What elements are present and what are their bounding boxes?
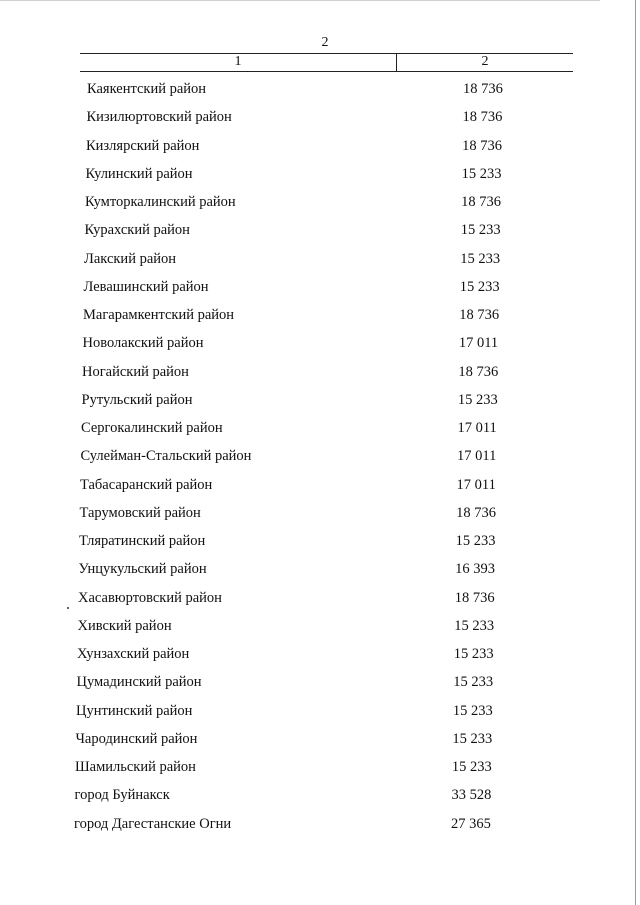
district-value: 17 011 bbox=[456, 476, 496, 493]
district-value: 15 233 bbox=[461, 165, 502, 182]
table-row bbox=[0, 644, 640, 664]
district-value: 18 736 bbox=[462, 137, 502, 154]
table-row bbox=[0, 249, 640, 269]
district-value: 15 233 bbox=[460, 222, 501, 239]
district-value: 15 233 bbox=[452, 702, 493, 719]
district-name: Унцукульский район bbox=[78, 561, 207, 578]
table-row bbox=[0, 333, 640, 353]
district-value: 15 233 bbox=[453, 646, 494, 662]
table-row bbox=[0, 192, 640, 212]
table-row bbox=[0, 362, 640, 382]
district-value: 15 233 bbox=[457, 391, 498, 408]
table-row bbox=[0, 390, 640, 410]
table-row bbox=[0, 136, 640, 156]
district-name: Табасаранский район bbox=[80, 476, 213, 493]
district-value: 15 233 bbox=[452, 730, 493, 747]
district-name: Магарамкентский район bbox=[83, 307, 235, 323]
table-row bbox=[0, 164, 640, 184]
district-value: 15 233 bbox=[454, 617, 495, 634]
district-value: 15 233 bbox=[455, 533, 496, 549]
district-value: 15 233 bbox=[460, 250, 501, 267]
district-name: Тляратинский район bbox=[79, 533, 206, 549]
district-name: Шамильский район bbox=[75, 759, 196, 775]
district-value: 17 011 bbox=[458, 335, 499, 352]
district-name: Хунзахский район bbox=[77, 646, 190, 662]
table-row bbox=[0, 672, 640, 692]
district-name: Сергокалинский район bbox=[81, 420, 223, 436]
table-row bbox=[0, 277, 640, 297]
district-value: 27 365 bbox=[451, 815, 491, 832]
table-row bbox=[0, 305, 640, 325]
district-name: Кулинский район bbox=[85, 165, 193, 182]
district-name: Хивский район bbox=[77, 617, 172, 634]
table-row bbox=[0, 616, 640, 636]
column-header-2: 2 bbox=[481, 54, 489, 69]
district-value: 15 233 bbox=[453, 674, 494, 691]
district-value: 17 011 bbox=[457, 420, 497, 436]
table-row bbox=[0, 446, 640, 466]
table-row bbox=[0, 559, 640, 579]
district-name: Чародинский район bbox=[75, 730, 198, 747]
table-row bbox=[0, 785, 640, 805]
district-name: город Дагестанские Огни bbox=[74, 815, 232, 832]
district-name: Рутульский район bbox=[81, 391, 193, 408]
page-number: 2 bbox=[321, 35, 329, 50]
table-row bbox=[0, 107, 640, 127]
district-name: Лакский район bbox=[84, 250, 177, 267]
column-header-1: 1 bbox=[234, 54, 242, 69]
district-value: 15 233 bbox=[451, 759, 492, 775]
district-value: 18 736 bbox=[461, 194, 502, 210]
district-name: Цунтинский район bbox=[76, 702, 193, 719]
district-name: Кизилюртовский район bbox=[86, 109, 232, 126]
table-row bbox=[0, 475, 640, 495]
district-name: Курахский район bbox=[84, 222, 190, 239]
district-name: Левашинский район bbox=[83, 278, 209, 295]
district-name: Хасавюртовский район bbox=[78, 589, 222, 606]
table-row bbox=[0, 503, 640, 523]
district-name: Каякентский район bbox=[87, 81, 207, 97]
table-row bbox=[0, 588, 640, 608]
district-name: Ногайский район bbox=[82, 363, 189, 380]
district-value: 17 011 bbox=[457, 448, 497, 465]
district-name: Цумадинский район bbox=[76, 674, 202, 691]
district-value: 18 736 bbox=[459, 307, 500, 323]
district-name: Новолакский район bbox=[82, 335, 204, 352]
scan-edge-top bbox=[0, 0, 600, 1]
district-value: 18 736 bbox=[463, 81, 503, 97]
district-value: 15 233 bbox=[459, 278, 500, 295]
district-name: город Буйнакск bbox=[74, 787, 170, 804]
district-name: Тарумовский район bbox=[79, 504, 201, 521]
table-row bbox=[0, 418, 640, 438]
scan-speck bbox=[67, 607, 69, 609]
district-name: Кумторкалинский район bbox=[85, 194, 236, 210]
district-name: Сулейман-Стальский район bbox=[80, 448, 252, 465]
table-row bbox=[0, 729, 640, 749]
table-row bbox=[0, 701, 640, 721]
district-value: 18 736 bbox=[454, 589, 495, 606]
district-name: Кизлярский район bbox=[86, 137, 200, 154]
district-value: 33 528 bbox=[451, 787, 492, 804]
table-row bbox=[0, 79, 640, 99]
table-row bbox=[0, 220, 640, 240]
table-row bbox=[0, 814, 640, 834]
district-value: 16 393 bbox=[455, 561, 496, 578]
district-value: 18 736 bbox=[458, 363, 499, 380]
district-value: 18 736 bbox=[456, 504, 496, 521]
table-row bbox=[0, 531, 640, 551]
table-row bbox=[0, 757, 640, 777]
table-header bbox=[80, 53, 573, 72]
district-value: 18 736 bbox=[462, 109, 503, 126]
